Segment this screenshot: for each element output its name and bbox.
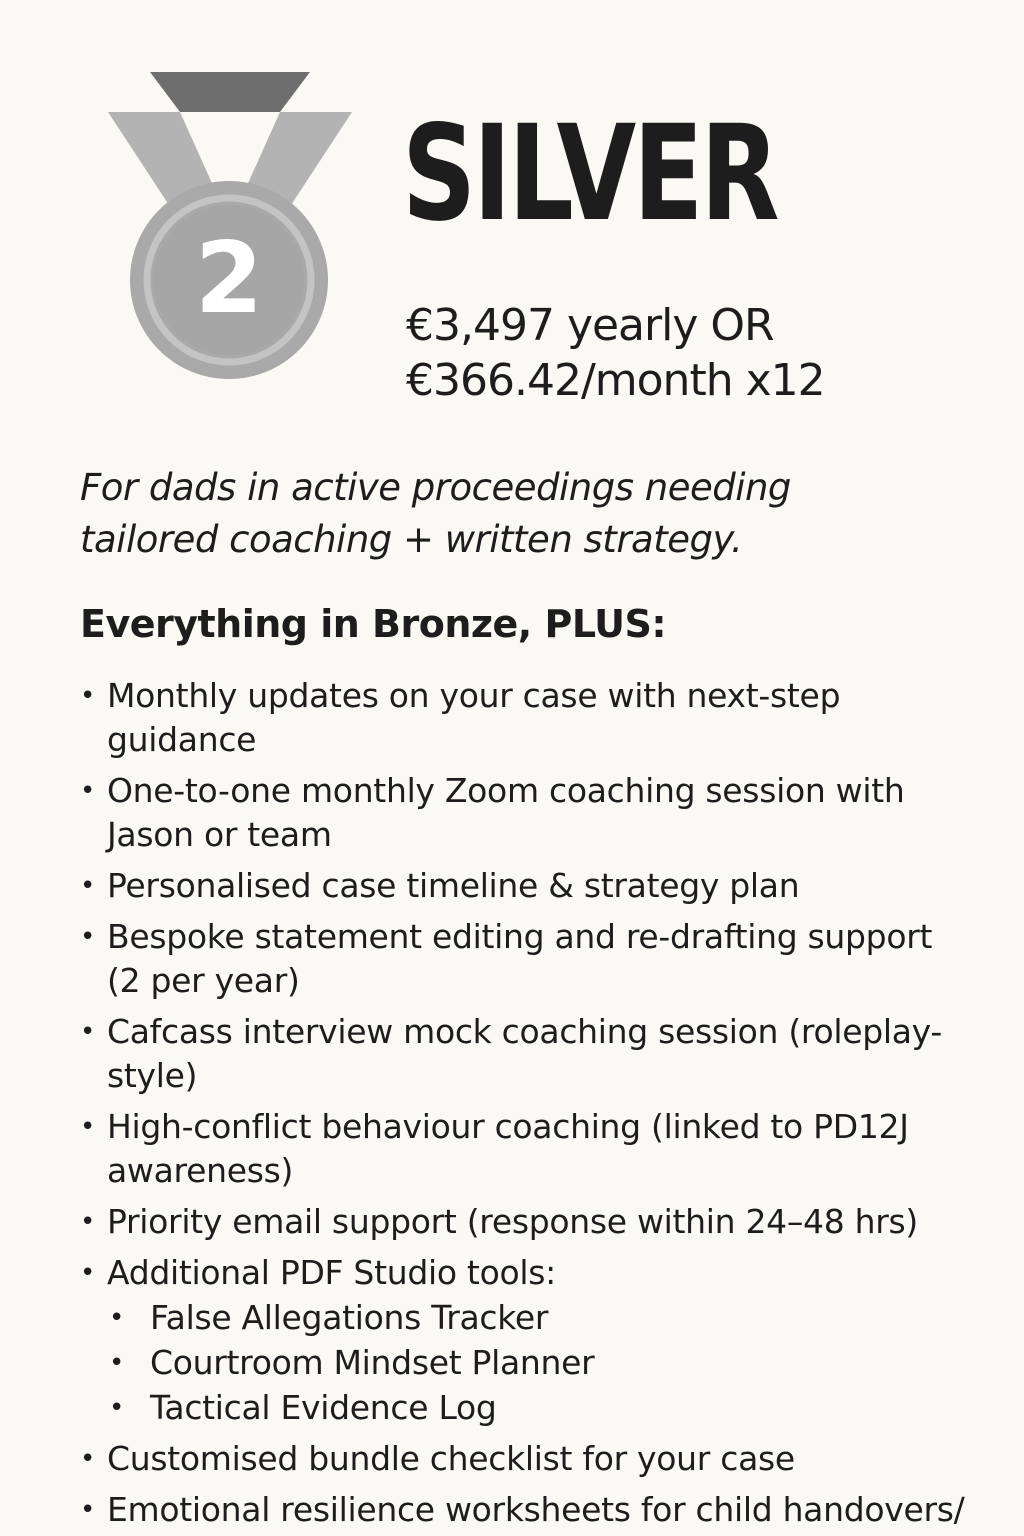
includes-heading: Everything in Bronze, PLUS: <box>80 602 667 646</box>
feature-item: • High-conflict behaviour coaching (linked to PD12J awareness) <box>80 1105 970 1193</box>
tagline <box>80 462 980 566</box>
feature-list <box>80 674 970 1536</box>
medal-number: 2 <box>194 222 264 336</box>
price-yearly: €3,497 yearly OR <box>406 300 774 351</box>
feature-item: • Bespoke statement editing and re-drafting support (2 per year) <box>80 915 970 1003</box>
price-monthly: €366.42/month x12 <box>406 355 825 406</box>
silver-medal-icon <box>100 60 360 390</box>
feature-item-label: Additional PDF Studio tools: <box>107 1253 556 1292</box>
pricing <box>406 298 825 408</box>
pdf-tool-item: • False Allegations Tracker <box>107 1296 970 1340</box>
feature-item: • One-to-one monthly Zoom coaching session with Jason or team <box>80 769 970 857</box>
feature-item: • Customised bundle checklist for your case <box>80 1437 970 1481</box>
tier-title: SILVER <box>402 97 777 251</box>
pdf-tool-item: • Tactical Evidence Log <box>107 1386 970 1430</box>
feature-item-pdf-tools <box>80 1251 970 1430</box>
feature-item: • Monthly updates on your case with next-step guidance <box>80 674 970 762</box>
pdf-tool-item: • Courtroom Mindset Planner <box>107 1341 970 1385</box>
tagline-line-2: tailored coaching + written strategy. <box>80 518 743 561</box>
feature-item: • Priority email support (response within 24–48 hrs) <box>80 1200 970 1244</box>
feature-item: • Personalised case timeline & strategy plan <box>80 864 970 908</box>
pdf-tools-list <box>107 1296 970 1430</box>
feature-item: • Cafcass interview mock coaching session (roleplay-style) <box>80 1010 970 1098</box>
feature-item: • Emotional resilience worksheets for child handovers/ <box>80 1488 970 1532</box>
tagline-line-1: For dads in active proceedings needing <box>80 466 791 509</box>
